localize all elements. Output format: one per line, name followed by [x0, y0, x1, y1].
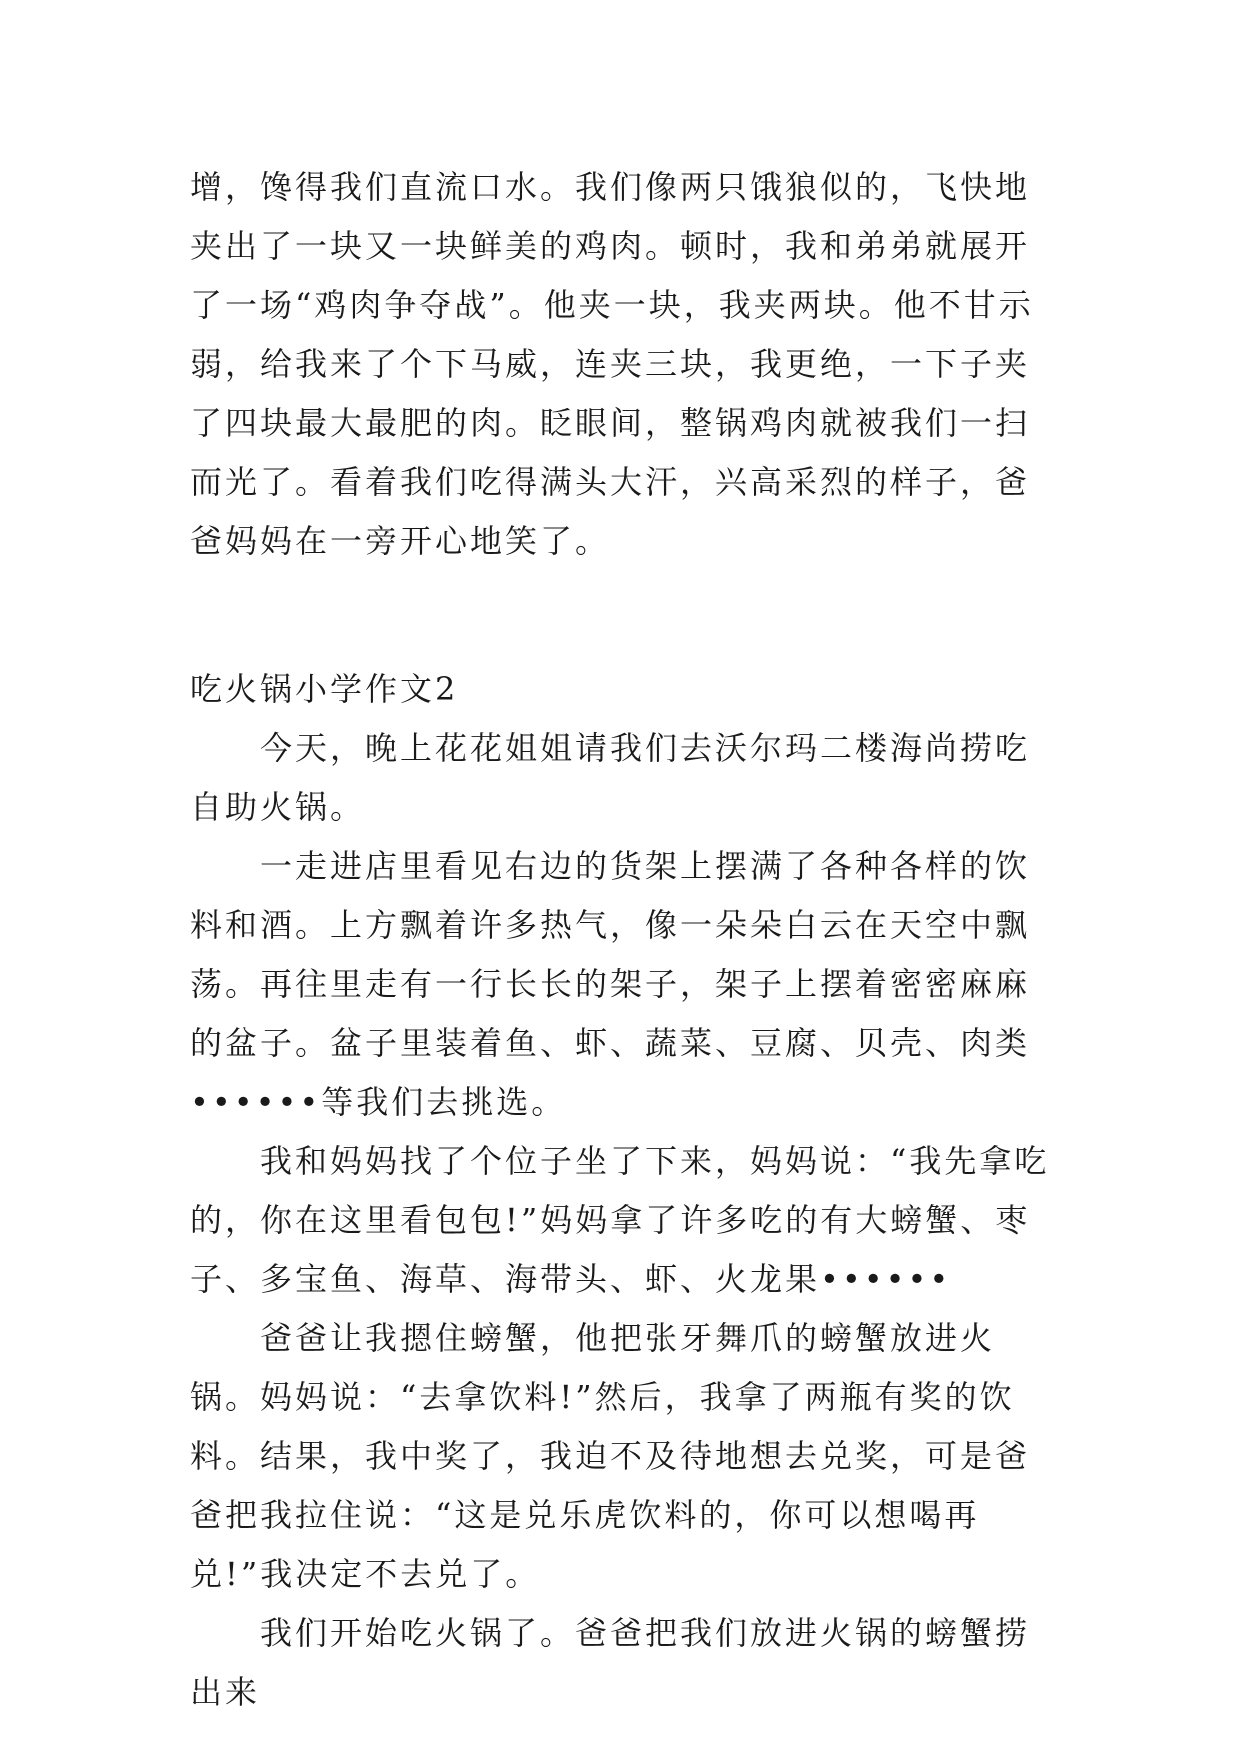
intro-paragraph: 增，馋得我们直流口水。我们像两只饿狼似的，飞快地夹出了一块又一块鲜美的鸡肉。顿时，我和弟弟就展开了一场“鸡肉争夺战”。他夹一块，我夹两块。他不甘示弱，给我来了个下马威，连夹三块，我更绝，一下子夹了四块最大最肥的肉。眨眼间，整锅鸡肉就被我们一扫而光了。看着我们吃得满头大汗，兴高采烈的样子，爸爸妈妈在一旁开心地笑了。: [190, 168, 1034, 560]
essay-title: 吃火锅小学作文2: [190, 670, 459, 708]
paragraph-4: 爸爸让我摁住螃蟹，他把张牙舞爪的螃蟹放进火锅。妈妈说：“去拿饮料!”然后，我拿了两瓶有奖的饮料。结果，我中奖了，我迫不及待地想去兑奖，可是爸爸把我拉住说：“这是兑乐虎饮料的，你可以想喝再兑!”我决定不去兑了。: [190, 1319, 1031, 1593]
paragraph-2: 一走进店里看见右边的货架上摆满了各种各样的饮料和酒。上方飘着许多热气，像一朵朵白云在天空中飘荡。再往里走有一行长长的架子，架子上摆着密密麻麻的盆子。盆子里装着鱼、虾、蔬菜、豆腐、贝壳、肉类••••••等我们去挑选。: [190, 847, 1031, 1121]
document-body: [190, 158, 1055, 1722]
paragraph-3: 我和妈妈找了个位子坐了下来，妈妈说：“我先拿吃的，你在这里看包包!”妈妈拿了许多吃的有大螃蟹、枣子、多宝鱼、海草、海带头、虾、火龙果••••••: [190, 1142, 1050, 1298]
section-gap: [190, 571, 1055, 660]
paragraph-5: 我们开始吃火锅了。爸爸把我们放进火锅的螃蟹捞出来: [190, 1614, 1031, 1711]
paragraph-1: 今天，晚上花花姐姐请我们去沃尔玛二楼海尚捞吃自助火锅。: [190, 729, 1031, 826]
